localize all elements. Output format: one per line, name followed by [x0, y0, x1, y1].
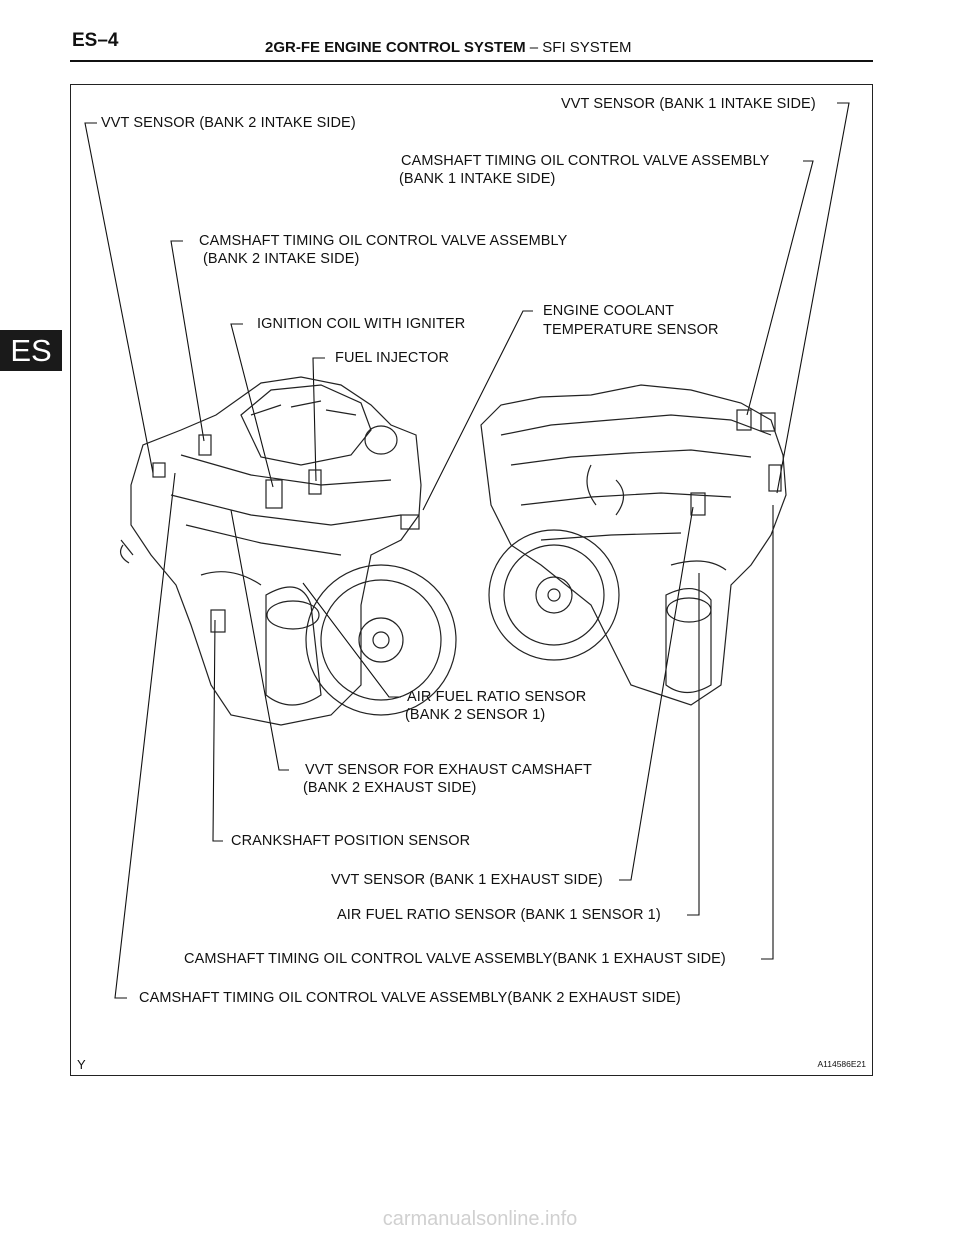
view-marker: Y — [77, 1057, 86, 1072]
label-ocv-bank1-intake-line2: (BANK 1 INTAKE SIDE) — [399, 171, 556, 187]
label-ocv-bank2-exhaust: CAMSHAFT TIMING OIL CONTROL VALVE ASSEMBLY(BANK 2 EXHAUST SIDE) — [139, 990, 681, 1006]
label-ocv-bank1-intake-line1: CAMSHAFT TIMING OIL CONTROL VALVE ASSEMBLY — [401, 153, 770, 169]
label-crankshaft-position-sensor: CRANKSHAFT POSITION SENSOR — [231, 833, 471, 849]
label-ocv-bank1-exhaust: CAMSHAFT TIMING OIL CONTROL VALVE ASSEMBLY(BANK 1 EXHAUST SIDE) — [184, 951, 726, 967]
label-vvt-sensor-bank1-intake: VVT SENSOR (BANK 1 INTAKE SIDE) — [561, 96, 816, 112]
header-title-rest: – SFI SYSTEM — [525, 39, 632, 56]
engine-component-figure — [70, 84, 873, 1076]
section-tab: ES — [0, 330, 62, 371]
label-ignition-coil: IGNITION COIL WITH IGNITER — [257, 316, 466, 332]
label-fuel-injector: FUEL INJECTOR — [335, 350, 450, 366]
header-title-bold: 2GR-FE ENGINE CONTROL SYSTEM — [265, 39, 526, 56]
label-af-sensor-bank2-line1: AIR FUEL RATIO SENSOR — [407, 689, 587, 705]
engine-left-view-drawing — [121, 377, 456, 725]
label-vvt-exhaust-bank2-line1: VVT SENSOR FOR EXHAUST CAMSHAFT — [305, 762, 592, 778]
page-number: ES–4 — [72, 30, 119, 51]
label-vvt-sensor-bank1-exhaust: VVT SENSOR (BANK 1 EXHAUST SIDE) — [331, 872, 603, 888]
header-title — [265, 39, 631, 56]
header-rule — [70, 60, 873, 62]
label-ect-line1: ENGINE COOLANT — [543, 303, 675, 319]
watermark: carmanualsonline.info — [382, 1208, 578, 1230]
figure-id: A114586E21 — [817, 1059, 866, 1069]
engine-right-view-drawing — [481, 385, 786, 705]
label-ect-line2: TEMPERATURE SENSOR — [543, 322, 719, 338]
label-ocv-bank2-intake-line1: CAMSHAFT TIMING OIL CONTROL VALVE ASSEMBLY — [199, 233, 568, 249]
label-vvt-sensor-bank2-intake: VVT SENSOR (BANK 2 INTAKE SIDE) — [101, 115, 356, 131]
label-vvt-exhaust-bank2-line2: (BANK 2 EXHAUST SIDE) — [303, 780, 477, 796]
label-af-sensor-bank2-line2: (BANK 2 SENSOR 1) — [405, 707, 546, 723]
label-af-sensor-bank1: AIR FUEL RATIO SENSOR (BANK 1 SENSOR 1) — [337, 907, 661, 923]
label-ocv-bank2-intake-line2: (BANK 2 INTAKE SIDE) — [203, 251, 360, 267]
